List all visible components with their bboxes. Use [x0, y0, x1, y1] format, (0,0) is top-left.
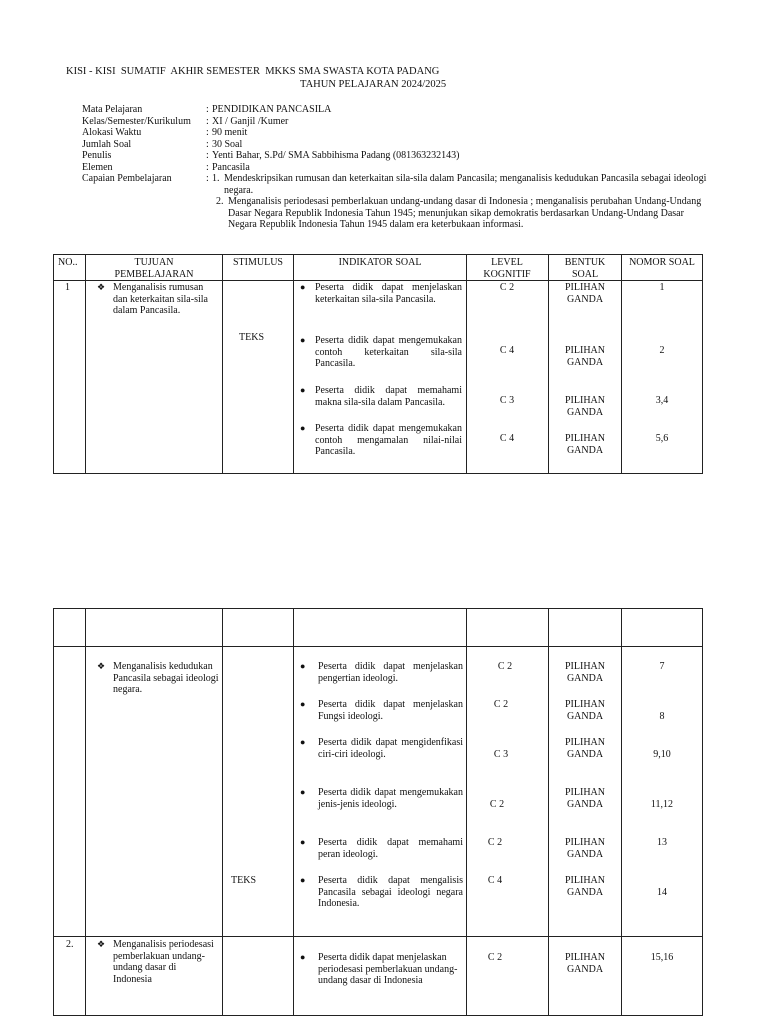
indikator-text: Peserta didik dapat mengemukakan jenis-jenis ideologi.	[318, 787, 463, 810]
tujuan-text: Menganalisis rumusan dan keterkaitan sila-sila dalam Pancasila.	[113, 282, 208, 316]
kisi-table-2	[53, 608, 703, 1016]
bullet-icon: ●	[300, 837, 306, 847]
indikator-text: Peserta didik dapat menjelaskan periodesasi pemberlakuan undang-undang dasar di Indonesia	[318, 952, 458, 986]
nomor-text: 14	[657, 887, 667, 898]
level-text: C 3	[499, 395, 515, 406]
level-text: C 2	[487, 837, 503, 848]
level-text: C 4	[487, 875, 503, 886]
bentuk-text: PILIHAN GANDA	[565, 737, 605, 760]
level-text: C 3	[493, 749, 509, 760]
meta-label: Kelas/Semester/Kurikulum	[82, 115, 191, 127]
nomor-text: 9,10	[653, 749, 671, 760]
bullet-icon: ●	[300, 335, 306, 345]
indikator-text: Peserta didik dapat mengemukakan contoh mengamalan nilai-nilai Pancasila.	[315, 423, 462, 457]
indikator-text: Peserta didik dapat memahami peran ideologi.	[318, 837, 463, 860]
meta-value: XI / Ganjil /Kumer	[212, 115, 289, 127]
bullet-icon: ●	[300, 282, 306, 292]
header-no: NO..	[58, 257, 78, 268]
bentuk-text: PILIHAN GANDA	[565, 699, 605, 722]
header-indikator: INDIKATOR SOAL	[338, 257, 422, 268]
indikator-text: Peserta didik dapat menjelaskan keterkaitan sila-sila Pancasila.	[315, 282, 462, 305]
meta-label: Elemen	[82, 161, 113, 173]
nomor-text: 13	[657, 837, 667, 848]
bentuk-text: PILIHAN GANDA	[565, 787, 605, 810]
header-nomor: NOMOR SOAL	[629, 257, 695, 268]
row-number: 2.	[66, 939, 74, 950]
indikator-text: Peserta didik dapat mengalisis Pancasila sebagai ideologi negara Indonesia.	[318, 875, 463, 909]
bullet-icon: ●	[300, 875, 306, 885]
level-text: C 2	[497, 661, 513, 672]
bullet-icon: ●	[300, 787, 306, 797]
capaian-row: Capaian Pembelajaran : 1. Mendeskripsikan rumusan dan keterkaitan sila-sila dalam Pancasila; menganalisis kedudukan Pancasila sebagai ideologi negara. 2. Menganalisis periodesasi pemberlakuan undang-undang dasar di Indonesia ; menganalisis perubahan Undang-Undang Dasar Negara Republik Indonesia Tahun 1945; menunjukan sikap demokratis berdasarkan Undang-Undang Dasar Negara Republik Indonesia Tahun 1945 dalam era keterbukaan informasi.	[82, 173, 712, 231]
meta-row: Kelas/Semester/Kurikulum : XI / Ganjil /Kumer	[82, 116, 712, 128]
bullet-icon: ●	[300, 423, 306, 433]
bentuk-text: PILIHAN GANDA	[565, 952, 605, 975]
bentuk-text: PILIHAN GANDA	[565, 875, 605, 898]
capaian-label: Capaian Pembelajaran	[82, 173, 172, 184]
meta-label: Penulis	[82, 150, 112, 161]
bullet-icon: ●	[300, 737, 306, 747]
tujuan-text: Menganalisis periodesasi pemberlakuan undang-undang dasar di Indonesia	[113, 939, 214, 985]
level-text: C 4	[499, 345, 515, 356]
meta-value: 30 Soal	[212, 138, 243, 150]
metadata-block	[82, 104, 712, 231]
meta-row: Jumlah Soal : 30 Soal	[82, 139, 712, 151]
bentuk-text: PILIHAN GANDA	[565, 433, 605, 456]
capaian-item: 1. Mendeskripsikan rumusan dan keterkaitan sila-sila dalam Pancasila; menganalisis kedudukan Pancasila sebagai ideologi negara.	[212, 173, 707, 196]
indikator-text: Peserta didik dapat menjelaskan pengertian ideologi.	[318, 661, 463, 684]
bullet-icon: ●	[300, 952, 306, 962]
capaian-item: 2. Menganalisis periodesasi pemberlakuan undang-undang dasar di Indonesia ; menganalisis perubahan Undang-Undang Dasar Negara Republik Indonesia Tahun 1945; menunjukan sikap demokratis berdasarkan Undang-Undang Dasar Negara Republik Indonesia Tahun 1945 dalam era keterbukaan informasi.	[216, 196, 702, 230]
indikator-text: Peserta didik dapat memahami makna sila-sila dalam Pancasila.	[315, 385, 462, 408]
level-text: C 2	[493, 699, 509, 710]
bentuk-text: PILIHAN GANDA	[565, 345, 605, 368]
meta-row: Alokasi Waktu : 90 menit	[82, 127, 712, 139]
meta-value: PENDIDIKAN PANCASILA	[212, 104, 332, 115]
bentuk-text: PILIHAN GANDA	[565, 282, 605, 305]
bentuk-text: PILIHAN GANDA	[565, 661, 605, 684]
document-subtitle: TAHUN PELAJARAN 2024/2025	[300, 79, 447, 90]
meta-row: Mata Pelajaran : PENDIDIKAN PANCASILA	[82, 104, 712, 116]
bullet-icon: ●	[300, 385, 306, 395]
indikator-text: Peserta didik dapat mengidenfikasi ciri-ciri ideologi.	[318, 737, 463, 760]
level-text: C 2	[489, 799, 505, 810]
header-tujuan: TUJUAN PEMBELAJARAN	[114, 257, 194, 280]
bullet-icon: ●	[300, 661, 306, 671]
diamond-bullet-icon: ❖	[97, 661, 106, 671]
indikator-text: Peserta didik dapat menjelaskan Fungsi ideologi.	[318, 699, 463, 722]
level-text: C 2	[487, 952, 503, 963]
nomor-text: 1	[659, 282, 665, 293]
bentuk-text: PILIHAN GANDA	[565, 395, 605, 418]
nomor-text: 2	[659, 345, 665, 356]
bentuk-text: PILIHAN GANDA	[565, 837, 605, 860]
header-bentuk: BENTUK SOAL	[564, 257, 606, 280]
nomor-text: 7	[659, 661, 665, 672]
nomor-text: 5,6	[655, 433, 669, 444]
meta-value: Yenti Bahar, S.Pd/ SMA Sabbihisma Padang (081363232143)	[212, 150, 460, 161]
kisi-table-1	[53, 254, 703, 474]
nomor-text: 15,16	[650, 952, 674, 963]
indikator-text: Peserta didik dapat mengemukakan contoh keterkaitan sila-sila Pancasila.	[315, 335, 462, 369]
nomor-text: 8	[659, 711, 665, 722]
nomor-text: 11,12	[650, 799, 674, 810]
nomor-text: 3,4	[655, 395, 669, 406]
diamond-bullet-icon: ❖	[97, 282, 106, 292]
meta-row: Elemen : Pancasila	[82, 162, 712, 174]
meta-label: Mata Pelajaran	[82, 104, 143, 115]
diamond-bullet-icon: ❖	[97, 939, 106, 949]
level-text: C 2	[499, 282, 515, 293]
meta-label: Alokasi Waktu	[82, 127, 142, 138]
level-text: C 4	[499, 433, 515, 444]
meta-value: Pancasila	[212, 161, 250, 173]
stimulus-text: TEKS	[239, 332, 264, 343]
stimulus-text: TEKS	[231, 875, 256, 886]
row-number: 1	[65, 282, 70, 293]
bullet-icon: ●	[300, 699, 306, 709]
header-stimulus: STIMULUS	[232, 257, 283, 268]
tujuan-text: Menganalisis kedudukan Pancasila sebagai ideologi negara.	[113, 661, 219, 695]
header-level: LEVEL KOGNITIF	[483, 257, 531, 280]
meta-value: 90 menit	[212, 127, 248, 138]
document-title: KISI - KISI SUMATIF AKHIR SEMESTER MKKS SMA SWASTA KOTA PADANG	[66, 66, 440, 77]
meta-row: Penulis : Yenti Bahar, S.Pd/ SMA Sabbihisma Padang (081363232143)	[82, 150, 712, 162]
meta-label: Jumlah Soal	[82, 138, 132, 150]
